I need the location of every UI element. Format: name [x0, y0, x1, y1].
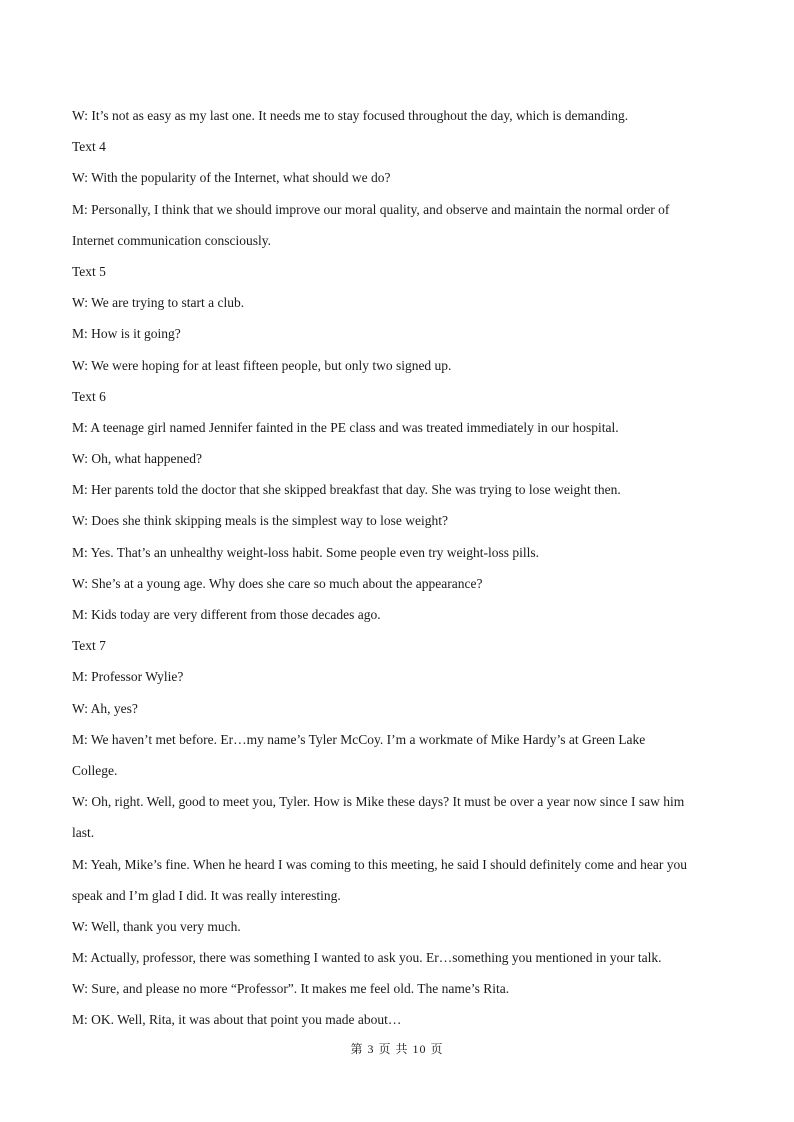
transcript-line: W: It’s not as easy as my last one. It needs me to stay focused throughout the day, which is demanding. [72, 108, 629, 123]
transcript-line: W: We were hoping for at least fifteen people, but only two signed up. [72, 357, 452, 373]
section-heading-text-7: Text 7 [72, 638, 106, 654]
transcript-body [72, 100, 732, 1036]
transcript-line: College. [72, 762, 118, 778]
transcript-line: M: A teenage girl named Jennifer fainted in the PE class and was treated immediately in our hospital. [72, 419, 619, 435]
transcript-line: W: Ah, yes? [72, 700, 138, 716]
page-number-footer: 第 3 页 共 10 页 [350, 1042, 444, 1056]
transcript-line: speak and I’m glad I did. It was really interesting. [72, 887, 341, 903]
transcript-line: W: We are trying to start a club. [72, 295, 245, 311]
section-heading-text-4: Text 4 [72, 139, 106, 155]
transcript-line: W: She’s at a young age. Why does she care so much about the appearance? [72, 575, 483, 591]
transcript-line: M: How is it going? [72, 326, 181, 342]
transcript-line: M: OK. Well, Rita, it was about that point you made about… [72, 1012, 402, 1028]
transcript-line: M: Yes. That’s an unhealthy weight-loss habit. Some people even try weight-loss pills. [72, 544, 539, 560]
transcript-line: W: Sure, and please no more “Professor”. It makes me feel old. The name’s Rita. [72, 981, 510, 997]
transcript-line: W: Well, thank you very much. [72, 918, 241, 934]
transcript-line: W: With the popularity of the Internet, what should we do? [72, 170, 391, 186]
transcript-line: M: Her parents told the doctor that she skipped breakfast that day. She was trying to lose weight then. [72, 482, 621, 498]
transcript-line: Internet communication consciously. [72, 232, 271, 248]
transcript-line: M: Actually, professor, there was something I wanted to ask you. Er…something you mentioned in your talk. [72, 950, 662, 966]
transcript-line: last. [72, 825, 95, 841]
section-heading-text-6: Text 6 [72, 388, 106, 404]
transcript-line: W: Oh, right. Well, good to meet you, Tyler. How is Mike these days? It must be over a year now since I saw him [72, 794, 685, 810]
transcript-line: M: We haven’t met before. Er…my name’s Tyler McCoy. I’m a workmate of Mike Hardy’s at Green Lake [72, 731, 646, 747]
transcript-line: M: Kids today are very different from those decades ago. [72, 607, 381, 622]
transcript-line: W: Oh, what happened? [72, 451, 202, 467]
transcript-line: M: Yeah, Mike’s fine. When he heard I was coming to this meeting, he said I should definitely come and hear you [72, 856, 687, 872]
transcript-line: W: Does she think skipping meals is the simplest way to lose weight? [72, 513, 448, 529]
transcript-line: M: Professor Wylie? [72, 669, 184, 685]
section-heading-text-5: Text 5 [72, 263, 106, 279]
transcript-line: M: Personally, I think that we should improve our moral quality, and observe and maintain the normal order of [72, 201, 670, 217]
